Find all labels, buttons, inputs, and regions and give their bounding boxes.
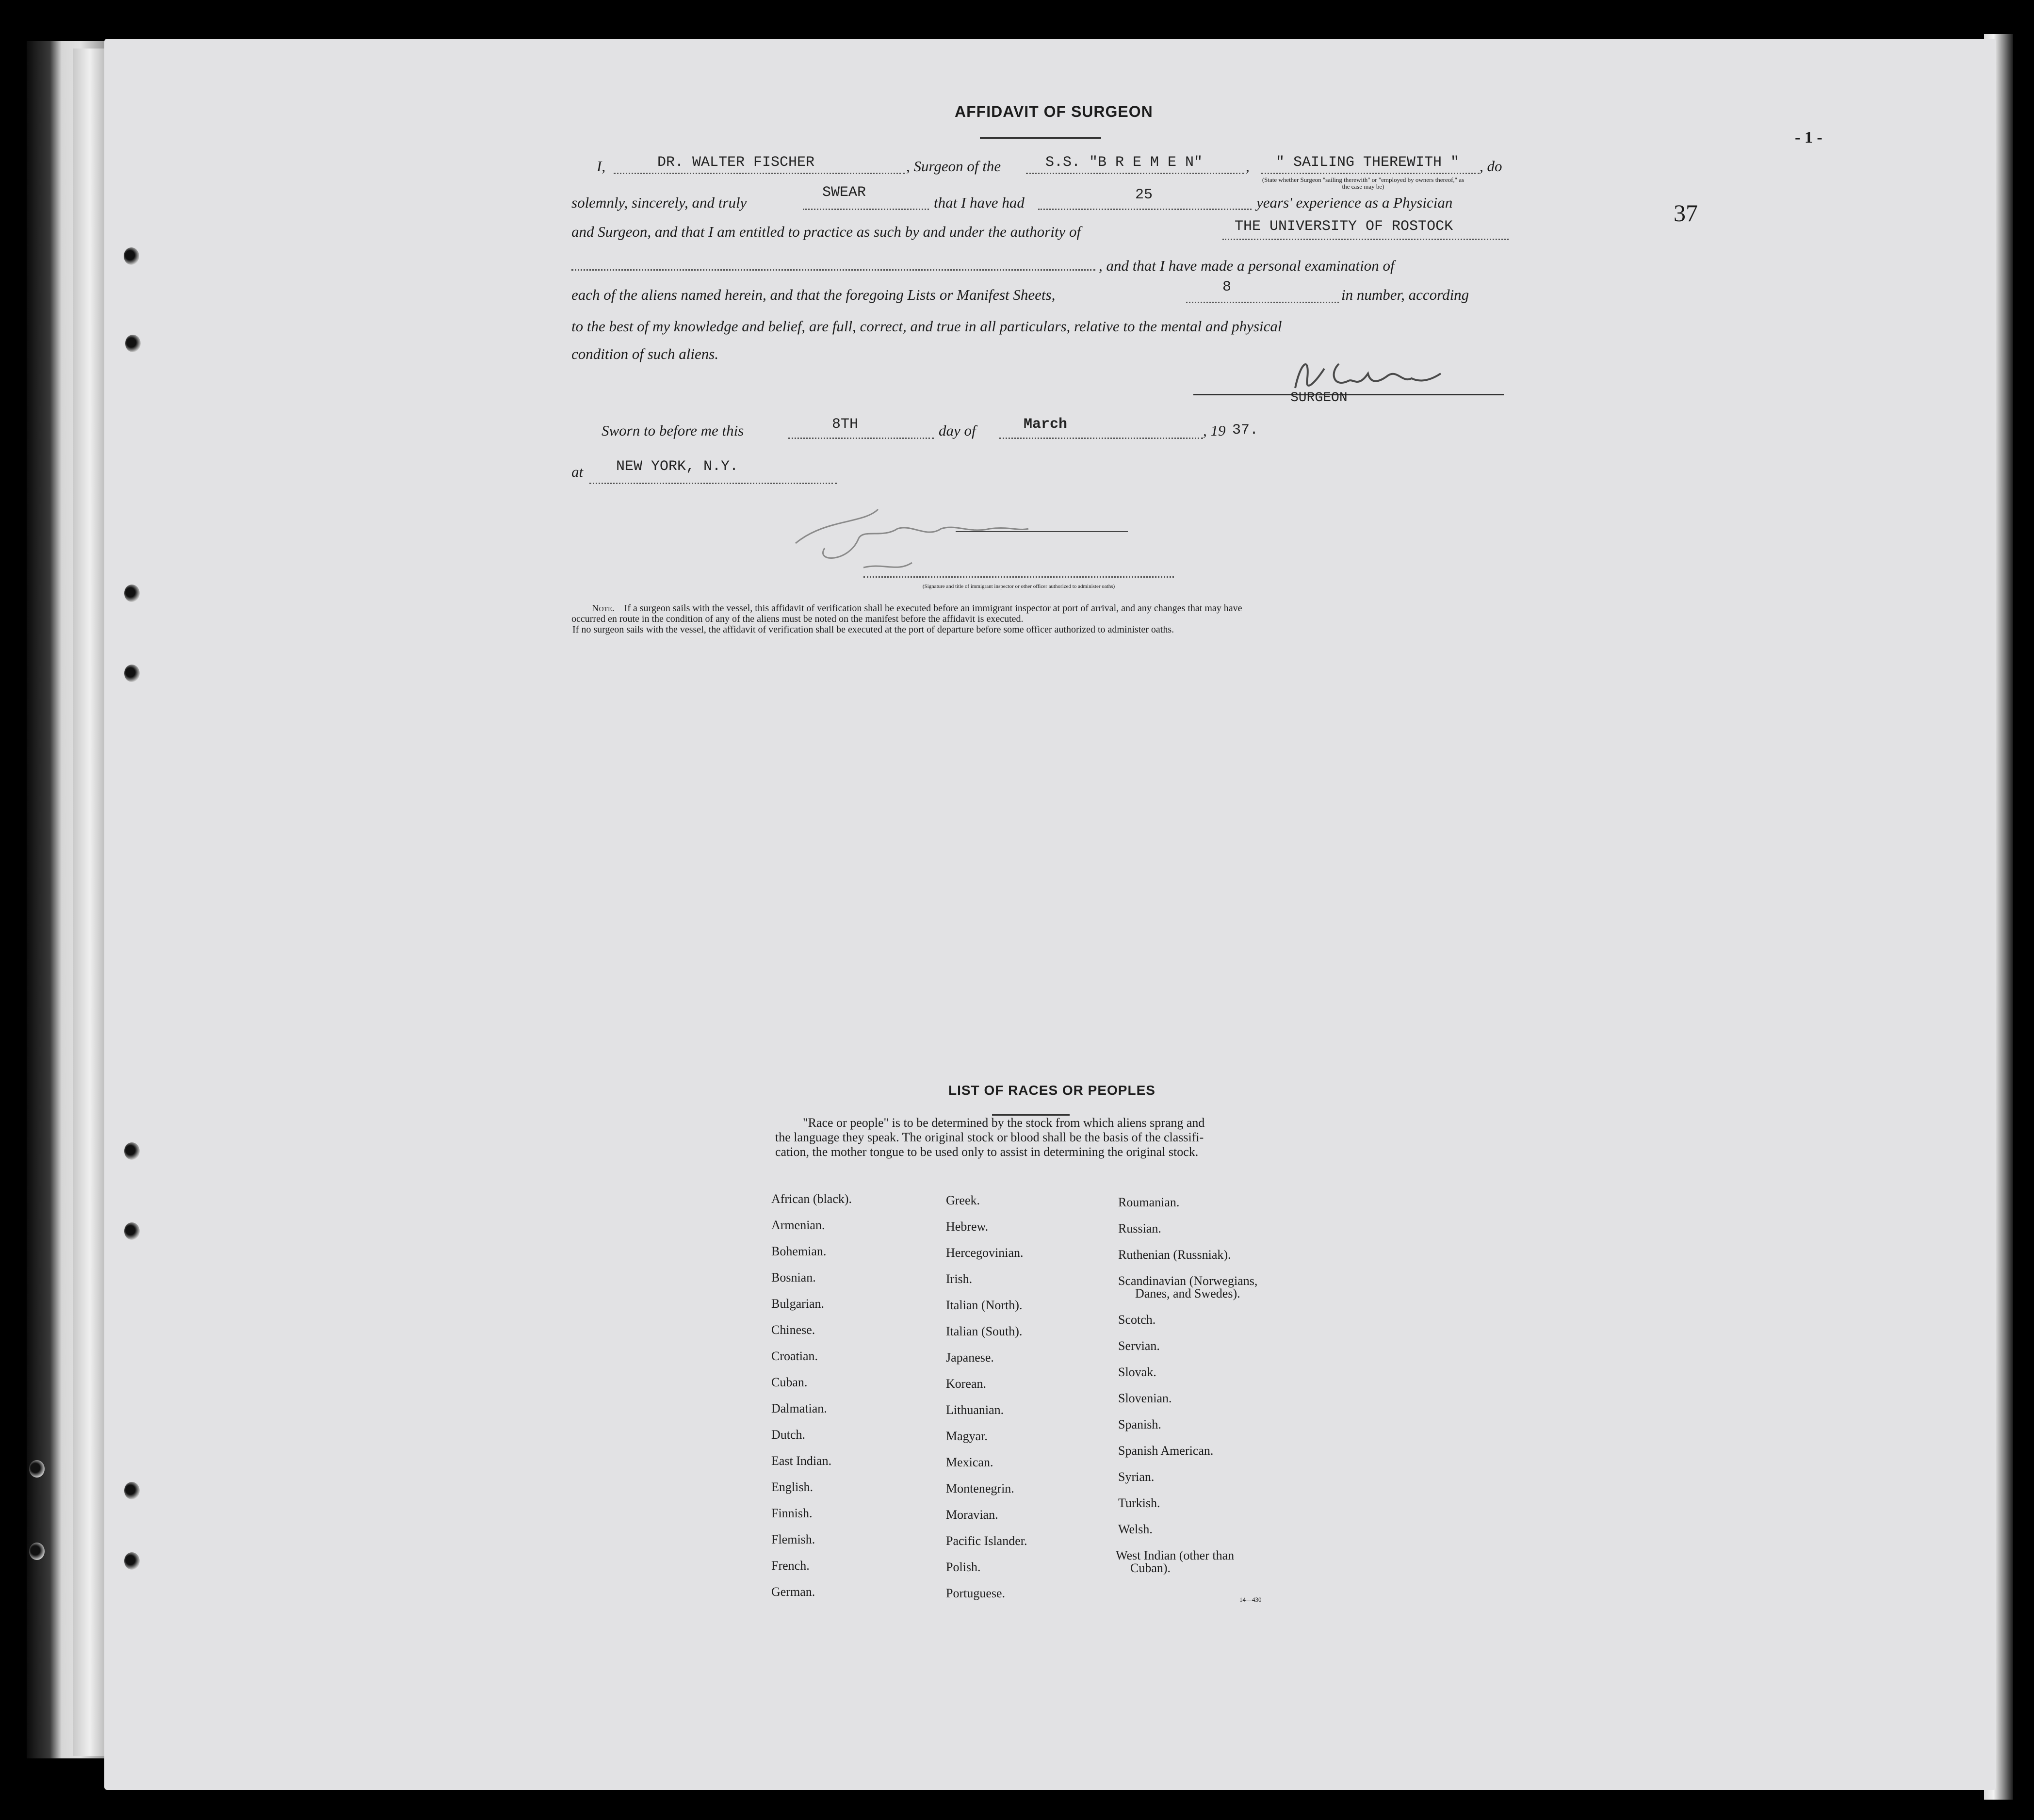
- race-item: Chinese.: [771, 1323, 815, 1337]
- ship-name: S.S. "B R E M E N": [1045, 154, 1203, 171]
- years-value: 25: [1135, 187, 1153, 203]
- punch-hole: [29, 1460, 45, 1478]
- race-item: Hebrew.: [946, 1219, 989, 1234]
- note-label: Note.: [592, 603, 615, 614]
- punch-hole: [124, 1142, 140, 1160]
- race-item: Spanish American.: [1118, 1444, 1214, 1458]
- belief-text: to the best of my knowledge and belief, are full, correct, and true in all particulars, relative to the mental and physical: [571, 318, 1282, 335]
- place-field: [589, 483, 837, 484]
- condition-text: condition of such aliens.: [571, 345, 719, 362]
- sworn-month: March: [1024, 416, 1068, 433]
- day-field: [788, 438, 934, 439]
- race-item: Korean.: [946, 1377, 987, 1391]
- punch-hole: [29, 1543, 45, 1560]
- day-of-label: day of: [939, 422, 976, 439]
- race-item: Croatian.: [771, 1349, 818, 1363]
- punch-hole: [125, 335, 141, 352]
- year-suffix: 37.: [1232, 422, 1259, 439]
- race-item: Dalmatian.: [771, 1401, 827, 1415]
- capacity-field: [1261, 173, 1480, 174]
- sworn-day: 8TH: [832, 416, 859, 433]
- ship-field: [1026, 173, 1244, 174]
- note-line-2: occurred en route in the condition of any of the aliens must be noted on the manifest before the affidavit is executed.: [571, 614, 1024, 624]
- examination-label: , and that I have made a personal examination of: [1099, 257, 1395, 274]
- surgeon-name: DR. WALTER FISCHER: [657, 154, 815, 171]
- race-item: Danes, and Swedes).: [1135, 1286, 1240, 1300]
- do-label: , do: [1480, 158, 1502, 175]
- race-item: Slovak.: [1118, 1365, 1156, 1379]
- punch-hole: [124, 247, 139, 265]
- race-item: Greek.: [946, 1193, 980, 1207]
- inspector-signature: [786, 490, 1058, 587]
- race-item: Mexican.: [946, 1455, 993, 1469]
- race-item: Moravian.: [946, 1508, 998, 1522]
- race-item: Finnish.: [771, 1506, 813, 1520]
- in-number-label: in number, according: [1341, 286, 1469, 303]
- race-item: Armenian.: [771, 1218, 825, 1232]
- race-item: Lithuanian.: [946, 1403, 1004, 1417]
- race-item: Cuban.: [771, 1375, 808, 1389]
- race-item: Slovenian.: [1118, 1391, 1172, 1405]
- races-intro-2: the language they speak. The original stock or blood shall be the basis of the classifi-: [775, 1130, 1204, 1144]
- punch-hole: [124, 665, 140, 682]
- punch-hole: [124, 1222, 140, 1240]
- authority-field-continued: [571, 269, 1095, 271]
- year-prefix: , 19: [1203, 422, 1226, 439]
- race-item: Syrian.: [1118, 1470, 1155, 1484]
- race-item: Pacific Islander.: [946, 1534, 1027, 1548]
- race-item: Scandinavian (Norwegians,: [1118, 1274, 1258, 1288]
- authority-value: THE UNIVERSITY OF ROSTOCK: [1235, 218, 1453, 235]
- race-item: African (black).: [771, 1192, 852, 1206]
- race-item: Ruthenian (Russniak).: [1118, 1248, 1231, 1262]
- race-item: Roumanian.: [1118, 1195, 1180, 1209]
- have-had-label: that I have had: [934, 194, 1025, 211]
- sheet-number: 37: [1674, 199, 1698, 227]
- note-line-3: If no surgeon sails with the vessel, the affidavit of verification shall be executed at the port of departure before some officer authorized to administer oaths.: [572, 624, 1174, 635]
- race-item: Hercegovinian.: [946, 1246, 1024, 1260]
- capacity-note: (State whether Surgeon "sailing therewith" or "employed by owners thereof," as the case may be): [1262, 176, 1464, 190]
- binder-strip: [73, 49, 107, 1756]
- race-item: Welsh.: [1118, 1522, 1153, 1536]
- race-item: Flemish.: [771, 1532, 815, 1546]
- sheets-label: each of the aliens named herein, and that the foregoing Lists or Manifest Sheets,: [571, 286, 1056, 303]
- race-item: Portuguese.: [946, 1586, 1006, 1600]
- page-number-mark: - 1 -: [1795, 129, 1822, 146]
- title-rule: [980, 137, 1101, 139]
- comma: ,: [1246, 158, 1250, 175]
- race-item: Montenegrin.: [946, 1481, 1014, 1495]
- race-item: Italian (North).: [946, 1298, 1023, 1312]
- note-line-1: [592, 603, 1242, 614]
- race-item: Turkish.: [1118, 1496, 1160, 1510]
- authority-label: and Surgeon, and that I am entitled to practice as such by and under the authority of: [571, 223, 1081, 240]
- race-item: Magyar.: [946, 1429, 988, 1443]
- race-item: Servian.: [1118, 1339, 1160, 1353]
- race-item: Spanish.: [1118, 1417, 1161, 1431]
- race-item: Bohemian.: [771, 1244, 827, 1258]
- inspector-caption: (Signature and title of immigrant inspector or other officer authorized to administer oaths): [922, 584, 1115, 589]
- surgeon-name-field: [614, 173, 905, 174]
- experience-label: years' experience as a Physician: [1256, 194, 1453, 211]
- inspector-caption-line: [863, 576, 1174, 578]
- capacity-value: " SAILING THEREWITH ": [1276, 154, 1460, 171]
- oath-field: [803, 209, 929, 210]
- years-field: [1038, 209, 1252, 210]
- surgeon-label: SURGEON: [1290, 390, 1348, 406]
- sheets-field: [1186, 302, 1339, 303]
- month-field: [999, 438, 1203, 439]
- affidavit-i: I,: [597, 158, 606, 175]
- at-label: at: [571, 463, 584, 480]
- race-item: English.: [771, 1480, 813, 1494]
- race-item: Russian.: [1118, 1221, 1161, 1235]
- race-item: Bosnian.: [771, 1270, 816, 1284]
- race-item: West Indian (other than: [1116, 1548, 1235, 1562]
- sheets-value: 8: [1222, 279, 1232, 295]
- race-item: East Indian.: [771, 1454, 832, 1468]
- sworn-label: Sworn to before me this: [602, 422, 744, 439]
- race-item: Cuban).: [1130, 1561, 1171, 1575]
- race-item: Irish.: [946, 1272, 973, 1286]
- punch-hole: [124, 1552, 140, 1570]
- race-item: Scotch.: [1118, 1313, 1156, 1327]
- race-item: Polish.: [946, 1560, 981, 1574]
- affidavit-title: AFFIDAVIT OF SURGEON: [955, 103, 1153, 120]
- form-number: 14—430: [1239, 1596, 1262, 1603]
- solemnly-label: solemnly, sincerely, and truly: [571, 194, 747, 211]
- surgeon-of-label: , Surgeon of the: [906, 158, 1001, 175]
- races-intro-3: cation, the mother tongue to be used only to assist in determining the original stock.: [775, 1145, 1199, 1159]
- race-item: Dutch.: [771, 1428, 806, 1442]
- note-text-1: —If a surgeon sails with the vessel, this affidavit of verification shall be executed before an immigrant inspector at port of arrival, and any changes that may have: [614, 603, 1242, 614]
- races-title: LIST OF RACES OR PEOPLES: [948, 1083, 1155, 1098]
- punch-hole: [124, 585, 140, 602]
- race-item: Bulgarian.: [771, 1297, 825, 1311]
- punch-hole: [124, 1482, 140, 1499]
- surgeon-signature-line: [1193, 394, 1504, 395]
- race-item: Japanese.: [946, 1350, 994, 1365]
- place-value: NEW YORK, N.Y.: [616, 458, 739, 475]
- oath-value: SWEAR: [822, 184, 866, 201]
- races-intro-1: "Race or people" is to be determined by the stock from which aliens sprang and: [803, 1116, 1205, 1130]
- race-item: Italian (South).: [946, 1324, 1023, 1338]
- race-item: German.: [771, 1585, 815, 1599]
- authority-field: [1222, 239, 1509, 240]
- race-item: French.: [771, 1559, 810, 1573]
- inspector-signature-line: [956, 531, 1128, 532]
